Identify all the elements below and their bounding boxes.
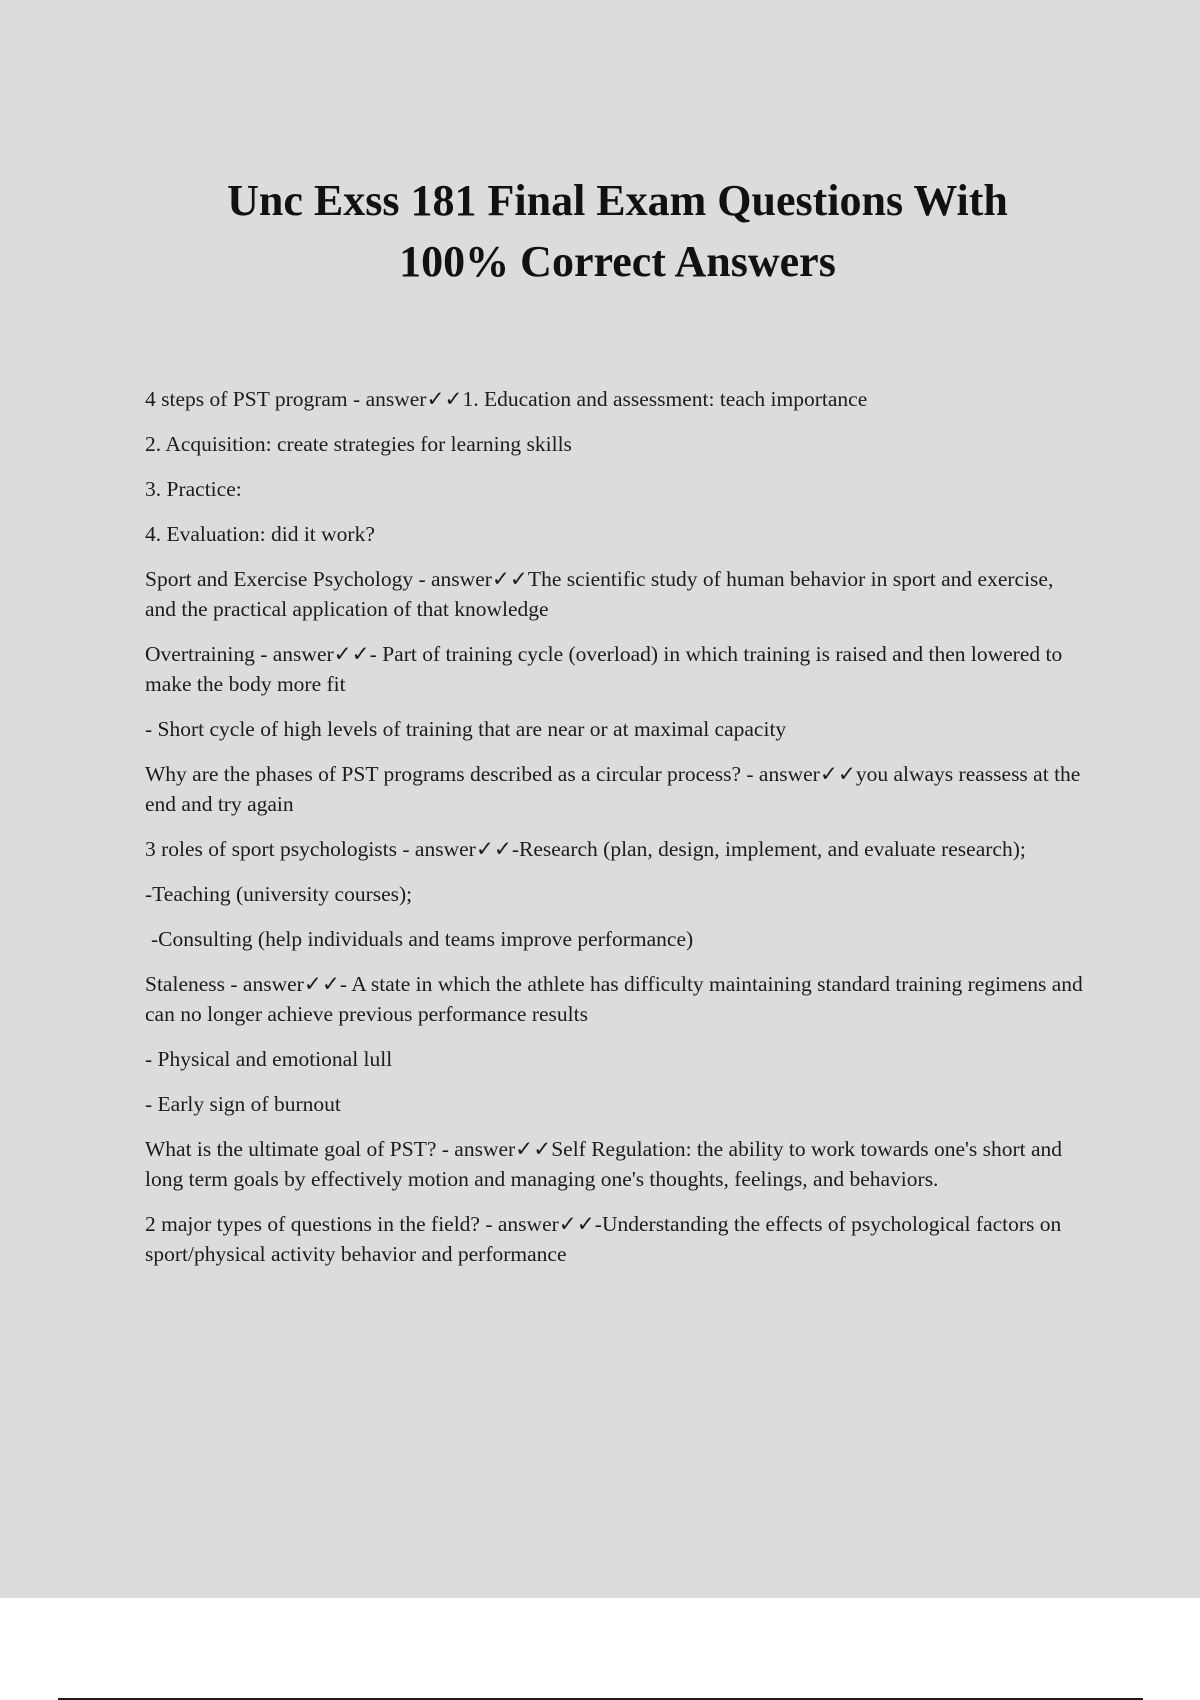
document-title xyxy=(100,170,1135,292)
paragraph-teaching: -Teaching (university courses); xyxy=(145,882,413,906)
paragraph-roles: 3 roles of sport psychologists - answer✓✓-Research (plan, design, implement, and evaluate research); xyxy=(145,837,1026,861)
paragraph-practice: 3. Practice: xyxy=(145,477,242,501)
title-line-1: Unc Exss 181 Final Exam Questions With xyxy=(227,176,1008,225)
paragraph-ultimate-goal: What is the ultimate goal of PST? - answer✓✓Self Regulation: the ability to work towards one's short and long term goals by effectively motion and managing one's thoughts, feelings, and behaviors. xyxy=(145,1137,1063,1191)
paragraph-pst-steps: 4 steps of PST program - answer✓✓1. Education and assessment: teach importance xyxy=(145,387,868,411)
paragraph-lull: - Physical and emotional lull xyxy=(145,1047,393,1071)
paragraph-overtraining: Overtraining - answer✓✓- Part of training cycle (overload) in which training is raised and then lowered to make the body more fit xyxy=(145,642,1063,696)
paragraph-evaluation: 4. Evaluation: did it work? xyxy=(145,522,375,546)
paragraph-acquisition: 2. Acquisition: create strategies for learning skills xyxy=(145,432,572,456)
paragraph-circular-process: Why are the phases of PST programs described as a circular process? - answer✓✓you always reassess at the end and try again xyxy=(145,762,1081,816)
paragraph-consulting: -Consulting (help individuals and teams improve performance) xyxy=(151,927,694,951)
paragraph-sport-exercise-psychology: Sport and Exercise Psychology - answer✓✓The scientific study of human behavior in sport and exercise, and the practical application of that knowledge xyxy=(145,567,1054,621)
document-body xyxy=(145,384,1085,1284)
paragraph-burnout: - Early sign of burnout xyxy=(145,1092,341,1116)
paragraph-short-cycle: - Short cycle of high levels of training that are near or at maximal capacity xyxy=(145,717,787,741)
title-line-2: 100% Correct Answers xyxy=(399,237,836,286)
paragraph-staleness: Staleness - answer✓✓- A state in which the athlete has difficulty maintaining standard training regimens and can no longer achieve previous performance results xyxy=(145,972,1083,1026)
paragraph-question-types: 2 major types of questions in the field? - answer✓✓-Understanding the effects of psychological factors on sport/physical activity behavior and performance xyxy=(145,1212,1062,1266)
